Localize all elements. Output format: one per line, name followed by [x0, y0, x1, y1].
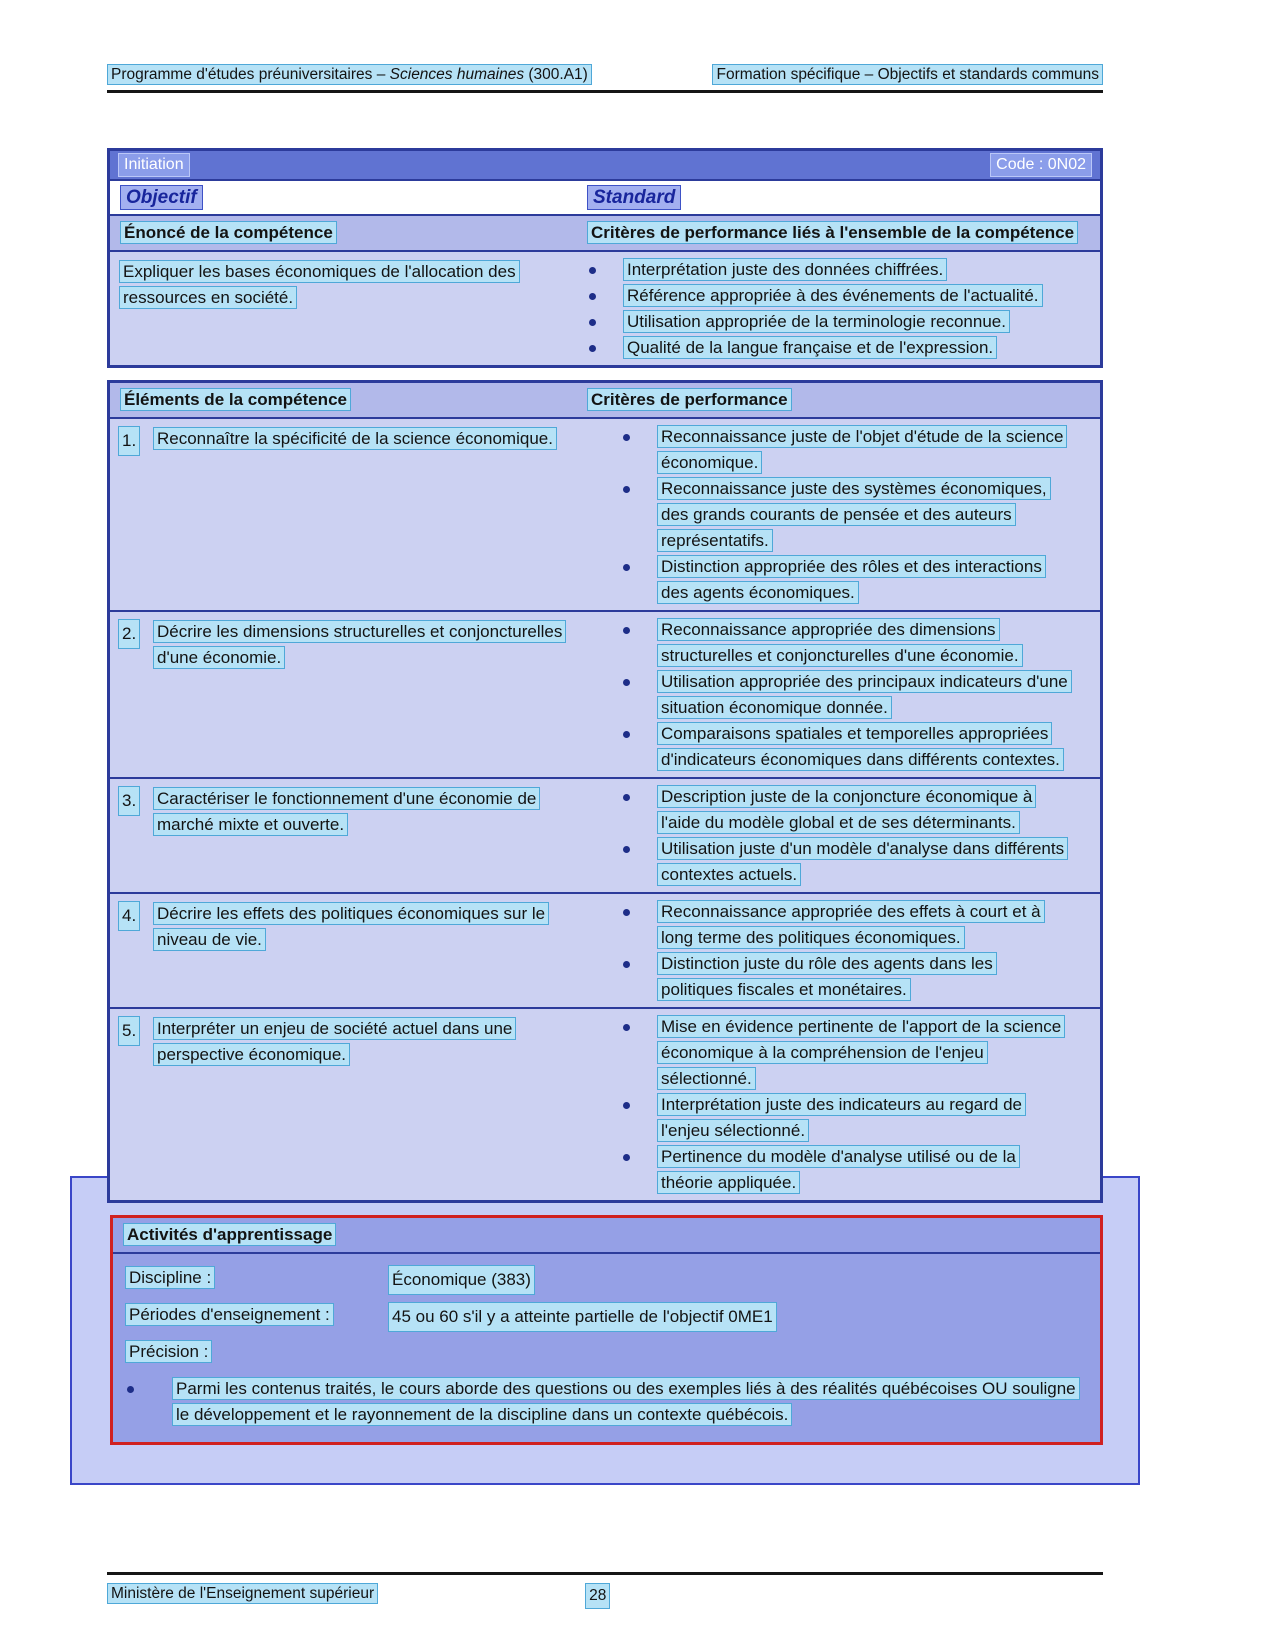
criterion-text: Interprétation juste des indicateurs au regard de l'enjeu sélectionné.: [657, 1093, 1026, 1142]
criterion: [614, 424, 1100, 476]
header-right-text: Formation spécifique – Objectifs et standards communs: [712, 64, 1103, 85]
document-footer: [107, 1583, 1103, 1605]
bullet-icon: [580, 309, 623, 335]
banner-title: Initiation: [118, 153, 190, 177]
element-row: [110, 892, 1100, 1007]
activities-bullet-text: Parmi les contenus traités, le cours aborde des questions ou des exemples liés à des réalités québécoises OU souligne le développement et le rayonnement de la discipline dans un contexte québécois.: [172, 1377, 1080, 1426]
performance-header: Critères de performance: [587, 388, 792, 411]
criterion-text: Reconnaissance juste de l'objet d'étude de la science économique.: [657, 425, 1067, 474]
element-cell: [110, 424, 614, 606]
element-text: Décrire les effets des politiques économiques sur le niveau de vie.: [153, 902, 549, 951]
activities-box: [110, 1215, 1103, 1445]
activities-outer-box: [70, 1176, 1140, 1485]
activities-bullet-line: [113, 1365, 1100, 1442]
criterion: [614, 1014, 1100, 1092]
element-number: 3.: [118, 786, 140, 816]
discipline-value: Économique (383): [388, 1265, 535, 1295]
precision-line: [113, 1328, 1100, 1365]
criterion: [614, 784, 1100, 836]
objectif-standard-row: [110, 181, 1100, 214]
criterion: [580, 283, 1100, 309]
criterion: [580, 335, 1100, 361]
header-left-suffix: (300.A1): [524, 66, 588, 83]
competence-statement: Expliquer les bases économiques de l'allocation des ressources en société.: [119, 260, 520, 309]
periods-value: 45 ou 60 s'il y a atteinte partielle de l'objectif 0ME1: [388, 1302, 777, 1332]
criterion-text: Pertinence du modèle d'analyse utilisé ou de la théorie appliquée.: [657, 1145, 1020, 1194]
bullet-icon: [614, 476, 657, 554]
bullet-icon: [614, 669, 657, 721]
element-text: Décrire les dimensions structurelles et conjoncturelles d'une économie.: [153, 620, 566, 669]
criterion: [614, 617, 1100, 669]
criteria-cell: [614, 1014, 1100, 1196]
criterion-text: Reconnaissance appropriée des effets à court et à long terme des politiques économiques.: [657, 900, 1045, 949]
footer-rule: [107, 1572, 1103, 1575]
bullet-icon: [614, 424, 657, 476]
competence-criteria-cell: [580, 257, 1100, 361]
standard-heading: Standard: [587, 185, 681, 210]
bullet-icon: [614, 1144, 657, 1196]
element-cell: [110, 1014, 614, 1196]
criterion: [614, 476, 1100, 554]
element-number: 4.: [118, 901, 140, 931]
criteria-cell: [614, 424, 1100, 606]
objective-standard-table: [107, 148, 1103, 368]
criterion: [580, 257, 1100, 283]
bullet-icon: [614, 784, 657, 836]
bullet-icon: [580, 335, 623, 361]
header-left: [107, 64, 592, 86]
criterion-text: Utilisation appropriée de la terminologie reconnue.: [623, 310, 1010, 333]
criterion-text: Interprétation juste des données chiffrées.: [623, 258, 947, 281]
criterion: [614, 1092, 1100, 1144]
element-row: [110, 419, 1100, 610]
periods-line: [113, 1291, 1100, 1328]
bullet-icon: [614, 1092, 657, 1144]
elements-header-left: [110, 388, 581, 412]
criterion: [614, 1144, 1100, 1196]
banner-row: [110, 151, 1100, 181]
bullet-icon: [580, 283, 623, 309]
elements-header: Éléments de la compétence: [120, 388, 351, 411]
criterion-text: Qualité de la langue française et de l'expression.: [623, 336, 997, 359]
element-row: [110, 610, 1100, 777]
element-text: Caractériser le fonctionnement d'une économie de marché mixte et ouverte.: [153, 787, 540, 836]
element-number: 1.: [118, 426, 140, 456]
bullet-icon: [580, 257, 623, 283]
main-content: [107, 148, 1103, 1485]
element-number: 5.: [118, 1016, 140, 1046]
bullet-icon: [614, 617, 657, 669]
criterion: [580, 309, 1100, 335]
element-cell: [110, 784, 614, 888]
criterion-text: Reconnaissance juste des systèmes économiques, des grands courants de pensée et des auteurs représentatifs.: [657, 477, 1051, 552]
element-cell: [110, 617, 614, 773]
elements-header-right: [581, 388, 1100, 412]
criterion-text: Utilisation appropriée des principaux indicateurs d'une situation économique donnée.: [657, 670, 1072, 719]
header-left-prefix: Programme d'études préuniversitaires –: [111, 66, 390, 83]
criterion-text: Utilisation juste d'un modèle d'analyse dans différents contextes actuels.: [657, 837, 1068, 886]
banner-code: Code : 0N02: [990, 153, 1092, 177]
criterion: [614, 721, 1100, 773]
competence-statement-cell: [110, 257, 580, 361]
bullet-icon: [614, 721, 657, 773]
objectif-heading: Objectif: [120, 185, 203, 210]
competence-header-left: [110, 221, 581, 245]
competence-header-right: [581, 221, 1100, 245]
element-text: Reconnaître la spécificité de la science économique.: [153, 427, 557, 450]
criterion-text: Description juste de la conjoncture économique à l'aide du modèle global et de ses déterminants.: [657, 785, 1036, 834]
footer-ministry: Ministère de l'Enseignement supérieur: [107, 1583, 378, 1604]
criterion: [614, 554, 1100, 606]
criteria-cell: [614, 617, 1100, 773]
bullet-icon: [113, 1376, 172, 1428]
criteria-cell: [614, 784, 1100, 888]
bullet-icon: [614, 899, 657, 951]
bullet-icon: [614, 951, 657, 1003]
element-number: 2.: [118, 619, 140, 649]
criteres-ensemble-header: Critères de performance liés à l'ensemble de la compétence: [587, 221, 1078, 244]
element-row: [110, 777, 1100, 892]
document-header: [107, 64, 1103, 86]
discipline-line: [113, 1254, 1100, 1291]
periods-label: Périodes d'enseignement :: [125, 1303, 334, 1326]
standard-cell: [581, 187, 1100, 209]
bullet-icon: [614, 836, 657, 888]
activities-title-row: [113, 1218, 1100, 1254]
table-gap: [107, 368, 1103, 380]
criterion-text: Comparaisons spatiales et temporelles appropriées d'indicateurs économiques dans différents contextes.: [657, 722, 1064, 771]
header-right: [712, 64, 1103, 86]
competence-row: [110, 252, 1100, 365]
enonce-header: Énoncé de la compétence: [120, 221, 337, 244]
header-rule: [107, 90, 1103, 93]
criterion: [614, 951, 1100, 1003]
element-text: Interpréter un enjeu de société actuel dans une perspective économique.: [153, 1017, 516, 1066]
header-left-italic: Sciences humaines: [389, 66, 525, 83]
elements-table: [107, 380, 1103, 1203]
competence-header-row: [110, 214, 1100, 252]
criterion: [614, 669, 1100, 721]
element-row: [110, 1007, 1100, 1200]
precision-label: Précision :: [125, 1340, 212, 1363]
criterion-text: Distinction appropriée des rôles et des interactions des agents économiques.: [657, 555, 1046, 604]
discipline-label: Discipline :: [125, 1266, 215, 1289]
element-cell: [110, 899, 614, 1003]
criterion-text: Distinction juste du rôle des agents dans les politiques fiscales et monétaires.: [657, 952, 997, 1001]
bullet-icon: [614, 1014, 657, 1092]
elements-header-row: [110, 383, 1100, 419]
activities-title: Activités d'apprentissage: [123, 1223, 336, 1246]
objectif-cell: [110, 187, 581, 209]
page-number: 28: [585, 1583, 610, 1609]
criteria-cell: [614, 899, 1100, 1003]
criterion-text: Reconnaissance appropriée des dimensions structurelles et conjoncturelles d'une économie.: [657, 618, 1023, 667]
criterion: [614, 836, 1100, 888]
criterion: [614, 899, 1100, 951]
criterion-text: Mise en évidence pertinente de l'apport de la science économique à la compréhension de l'enjeu sélectionné.: [657, 1015, 1065, 1090]
bullet-icon: [614, 554, 657, 606]
criterion-text: Référence appropriée à des événements de l'actualité.: [623, 284, 1043, 307]
